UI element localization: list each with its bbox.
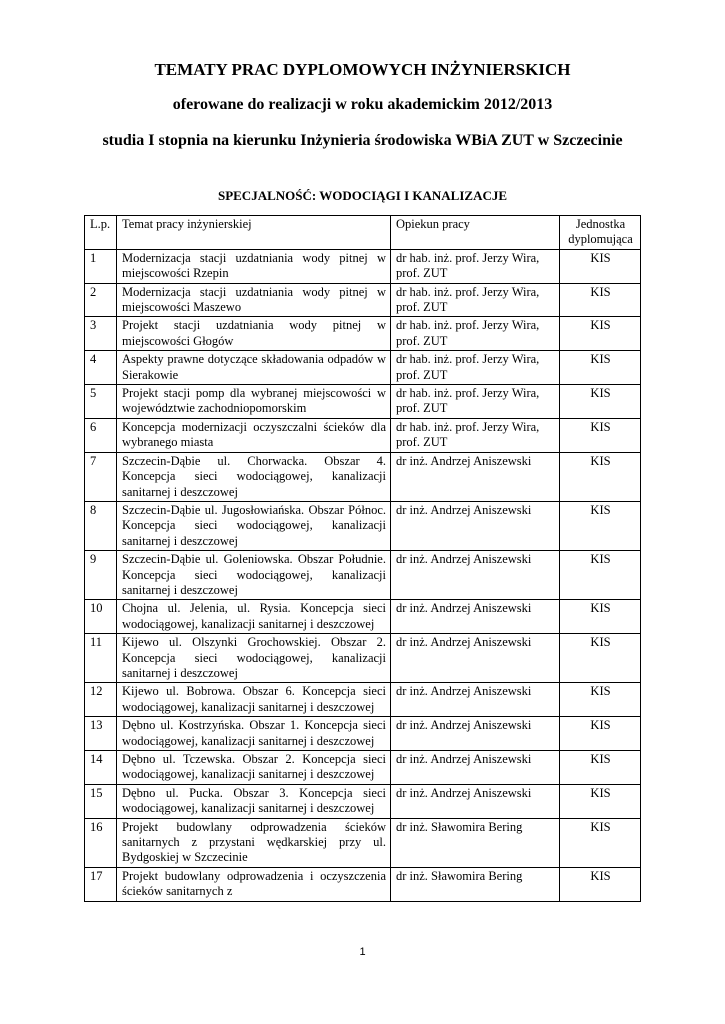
supervisor-cell: dr inż. Sławomira Bering [391,867,560,901]
page-number: 1 [359,946,366,958]
thesis-topics-table [84,215,641,902]
unit-cell: KIS [560,867,641,901]
topic-cell: Koncepcja modernizacji oczyszczalni ścieków dla wybranego miasta [117,418,391,452]
topic-cell: Projekt stacji uzdatniania wody pitnej w miejscowości Głogów [117,317,391,351]
topic-cell: Szczecin-Dąbie ul. Jugosłowiańska. Obszar Północ. Koncepcja sieci wodociągowej, kanalizacji sanitarnej i deszczowej [117,501,391,550]
topic-cell: Kijewo ul. Bobrowa. Obszar 6. Koncepcja sieci wodociągowej, kanalizacji sanitarnej i deszczowej [117,683,391,717]
supervisor-cell: dr hab. inż. prof. Jerzy Wira, prof. ZUT [391,418,560,452]
table-header-row [85,216,641,250]
supervisor-cell: dr hab. inż. prof. Jerzy Wira, prof. ZUT [391,317,560,351]
topic-cell: Szczecin-Dąbie ul. Goleniowska. Obszar Południe. Koncepcja sieci wodociągowej, kanalizacji sanitarnej i deszczowej [117,551,391,600]
table-row [85,249,641,283]
document-subtitle: oferowane do realizacji w roku akademickim 2012/2013 [172,96,553,113]
supervisor-cell: dr inż. Andrzej Aniszewski [391,600,560,634]
supervisor-cell: dr inż. Andrzej Aniszewski [391,784,560,818]
table-row [85,501,641,550]
row-number-cell: 13 [85,717,117,751]
topic-cell: Modernizacja stacji uzdatniania wody pitnej w miejscowości Maszewo [117,283,391,317]
unit-cell: KIS [560,501,641,550]
unit-cell: KIS [560,818,641,867]
supervisor-cell: dr inż. Andrzej Aniszewski [391,751,560,785]
unit-cell: KIS [560,351,641,385]
supervisor-cell: dr inż. Andrzej Aniszewski [391,501,560,550]
topic-cell: Modernizacja stacji uzdatniania wody pitnej w miejscowości Rzepin [117,249,391,283]
row-number-cell: 1 [85,249,117,283]
unit-cell: KIS [560,317,641,351]
table-row [85,418,641,452]
document-title: TEMATY PRAC DYPLOMOWYCH INŻYNIERSKICH [154,60,571,79]
supervisor-cell: dr inż. Andrzej Aniszewski [391,452,560,501]
study-program: studia I stopnia na kierunku Inżynieria środowiska WBiA ZUT w Szczecinie [102,132,623,149]
topic-cell: Projekt stacji pomp dla wybranej miejscowości w województwie zachodniopomorskim [117,385,391,419]
table-row [85,351,641,385]
topic-cell: Dębno ul. Pucka. Obszar 3. Koncepcja sieci wodociągowej, kanalizacji sanitarnej i deszczowej [117,784,391,818]
table-row [85,551,641,600]
table-row [85,385,641,419]
supervisor-cell: dr inż. Andrzej Aniszewski [391,551,560,600]
topic-cell: Kijewo ul. Olszynki Grochowskiej. Obszar 2. Koncepcja sieci wodociągowej, kanalizacji sanitarnej i deszczowej [117,634,391,683]
row-number-cell: 8 [85,501,117,550]
unit-cell: KIS [560,551,641,600]
unit-cell: KIS [560,249,641,283]
table-row [85,683,641,717]
table-row [85,283,641,317]
row-number-cell: 4 [85,351,117,385]
supervisor-cell: dr inż. Sławomira Bering [391,818,560,867]
row-number-cell: 16 [85,818,117,867]
topic-cell: Projekt budowlany odprowadzenia i oczyszczenia ścieków sanitarnych z [117,867,391,901]
supervisor-cell: dr hab. inż. prof. Jerzy Wira, prof. ZUT [391,249,560,283]
row-number-cell: 3 [85,317,117,351]
topic-cell: Szczecin-Dąbie ul. Chorwacka. Obszar 4. Koncepcja sieci wodociągowej, kanalizacji sanitarnej i deszczowej [117,452,391,501]
topic-cell: Dębno ul. Tczewska. Obszar 2. Koncepcja sieci wodociągowej, kanalizacji sanitarnej i deszczowej [117,751,391,785]
unit-cell: KIS [560,283,641,317]
supervisor-cell: dr hab. inż. prof. Jerzy Wira, prof. ZUT [391,283,560,317]
unit-cell: KIS [560,600,641,634]
unit-cell: KIS [560,683,641,717]
supervisor-cell: dr inż. Andrzej Aniszewski [391,683,560,717]
table-row [85,634,641,683]
table-row [85,600,641,634]
row-number-cell: 12 [85,683,117,717]
supervisor-cell: dr inż. Andrzej Aniszewski [391,717,560,751]
row-number-cell: 14 [85,751,117,785]
topic-cell: Dębno ul. Kostrzyńska. Obszar 1. Koncepcja sieci wodociągowej, kanalizacji sanitarnej i deszczowej [117,717,391,751]
topic-cell: Aspekty prawne dotyczące składowania odpadów w Sierakowie [117,351,391,385]
row-number-cell: 5 [85,385,117,419]
column-header-supervisor: Opiekun pracy [391,216,560,250]
row-number-cell: 9 [85,551,117,600]
row-number-cell: 17 [85,867,117,901]
column-header-topic: Temat pracy inżynierskiej [117,216,391,250]
row-number-cell: 7 [85,452,117,501]
row-number-cell: 10 [85,600,117,634]
row-number-cell: 11 [85,634,117,683]
unit-cell: KIS [560,751,641,785]
column-header-unit: Jednostka dyplomująca [560,216,641,250]
table-row [85,452,641,501]
supervisor-cell: dr hab. inż. prof. Jerzy Wira, prof. ZUT [391,351,560,385]
unit-cell: KIS [560,784,641,818]
topic-cell: Chojna ul. Jelenia, ul. Rysia. Koncepcja sieci wodociągowej, kanalizacji sanitarnej i deszczowej [117,600,391,634]
unit-cell: KIS [560,418,641,452]
supervisor-cell: dr hab. inż. prof. Jerzy Wira, prof. ZUT [391,385,560,419]
topic-cell: Projekt budowlany odprowadzenia ścieków sanitarnych z przystani wędkarskiej przy ul. Bydgoskiej w Szczecinie [117,818,391,867]
unit-cell: KIS [560,385,641,419]
unit-cell: KIS [560,717,641,751]
row-number-cell: 2 [85,283,117,317]
unit-cell: KIS [560,452,641,501]
table-row [85,784,641,818]
row-number-cell: 15 [85,784,117,818]
table-row [85,867,641,901]
table-row [85,751,641,785]
table-row [85,818,641,867]
column-header-lp: L.p. [85,216,117,250]
table-row [85,717,641,751]
table-row [85,317,641,351]
supervisor-cell: dr inż. Andrzej Aniszewski [391,634,560,683]
unit-cell: KIS [560,634,641,683]
row-number-cell: 6 [85,418,117,452]
specialization-heading: SPECJALNOŚĆ: WODOCIĄGI I KANALIZACJE [217,188,508,203]
